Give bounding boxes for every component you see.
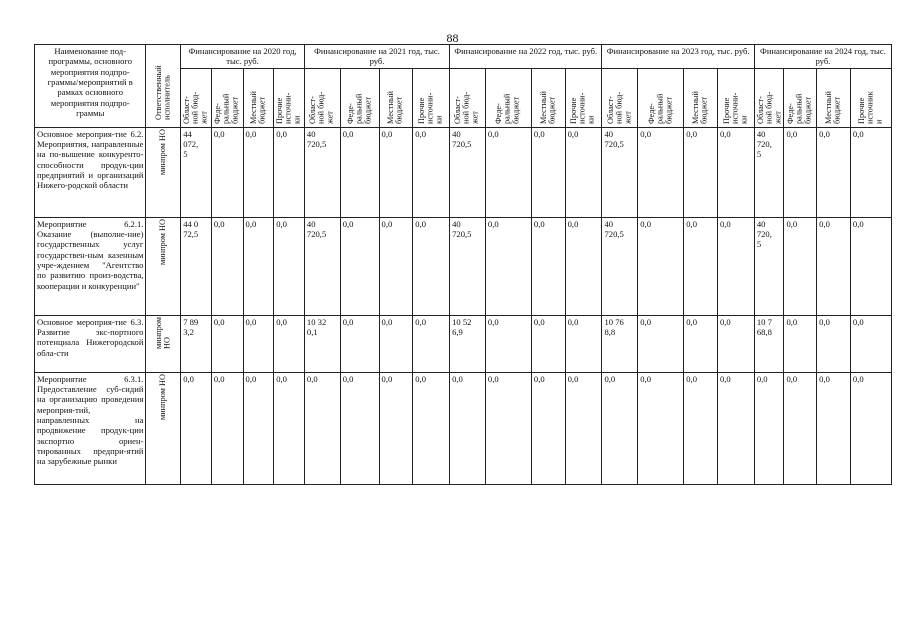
value-regional-budget: 10 76 8,8 [602, 315, 638, 372]
value-other-sources: 0,0 [274, 217, 305, 315]
value-local-budget: 0,0 [531, 372, 565, 484]
subheader-regional-budget-4: Област- ной бюд- жет [754, 68, 784, 127]
value-local-budget: 0,0 [243, 372, 274, 484]
value-federal-budget: 0,0 [340, 217, 379, 315]
header-row-years [35, 45, 892, 69]
responsible-executor: минпром НО [146, 372, 181, 484]
value-regional-budget: 40 720,5 [304, 127, 340, 217]
year-header-2022: Финансирование на 2022 год, тыс. руб. [450, 45, 602, 69]
financing-table [34, 44, 892, 485]
value-other-sources: 0,0 [565, 127, 602, 217]
value-federal-budget: 0,0 [211, 372, 243, 484]
value-federal-budget: 0,0 [784, 127, 817, 217]
year-header-2023: Финансирование на 2023 год, тыс. руб. [602, 45, 754, 69]
value-local-budget: 0,0 [531, 127, 565, 217]
value-regional-budget: 0,0 [181, 372, 212, 484]
subheader-federal-budget-0: Феде- ральный бюджет [211, 68, 243, 127]
table-row [35, 315, 892, 372]
value-local-budget: 0,0 [817, 315, 851, 372]
responsible-executor: минпром НО [146, 127, 181, 217]
subheader-federal-budget-3: Феде- ральный бюджет [638, 68, 684, 127]
responsible-executor: минпром НО [146, 217, 181, 315]
activity-name: Основное мероприя-тие 6.2. Мероприятия, направленные на по-вышение конкуренто-способности продук-ции предприятий и организаций Нижего-родской области [35, 127, 146, 217]
subheader-local-budget-1: Местный бюджет [379, 68, 413, 127]
value-other-sources: 0,0 [717, 217, 754, 315]
activity-name: Основное мероприя-тие 6.3. Развитие экс-портного потенциала Нижегородской обла-сти [35, 315, 146, 372]
value-regional-budget: 0,0 [450, 372, 486, 484]
value-regional-budget: 40 720,5 [450, 127, 486, 217]
value-federal-budget: 0,0 [340, 127, 379, 217]
activity-name: Мероприятие 6.2.1. Оказание (выполне-ние) государственных услуг государствен-ным казенным учре-ждением "Агентство по развитию произ-водства, кооперации и конкуренции" [35, 217, 146, 315]
value-other-sources: 0,0 [565, 315, 602, 372]
value-federal-budget: 0,0 [638, 372, 684, 484]
value-regional-budget: 7 89 3,2 [181, 315, 212, 372]
value-federal-budget: 0,0 [485, 127, 531, 217]
subheader-federal-budget-1: Феде- ральный бюджет [340, 68, 379, 127]
value-other-sources: 0,0 [850, 217, 891, 315]
value-local-budget: 0,0 [817, 372, 851, 484]
value-local-budget: 0,0 [817, 217, 851, 315]
value-local-budget: 0,0 [531, 217, 565, 315]
subheader-regional-budget-1: Област- ной бюд- жет [304, 68, 340, 127]
subheader-local-budget-0: Местный бюджет [243, 68, 274, 127]
subheader-regional-budget-2: Област- ной бюд- жет [450, 68, 486, 127]
value-other-sources: 0,0 [413, 315, 450, 372]
value-other-sources: 0,0 [274, 372, 305, 484]
value-regional-budget: 44 072, 5 [181, 127, 212, 217]
value-federal-budget: 0,0 [211, 315, 243, 372]
value-other-sources: 0,0 [274, 127, 305, 217]
year-header-2021: Финансирование на 2021 год, тыс. руб. [304, 45, 449, 69]
value-local-budget: 0,0 [243, 127, 274, 217]
value-federal-budget: 0,0 [340, 315, 379, 372]
table-row [35, 372, 892, 484]
value-federal-budget: 0,0 [784, 217, 817, 315]
value-other-sources: 0,0 [565, 217, 602, 315]
value-other-sources: 0,0 [850, 372, 891, 484]
subheader-local-budget-3: Местный бюджет [684, 68, 718, 127]
subheader-other-sources-2: Прочие источни- ки [565, 68, 602, 127]
table-row [35, 127, 892, 217]
value-federal-budget: 0,0 [638, 315, 684, 372]
year-header-2024: Финансирование на 2024 год, тыс. руб. [754, 45, 891, 69]
value-local-budget: 0,0 [531, 315, 565, 372]
value-local-budget: 0,0 [684, 217, 718, 315]
value-other-sources: 0,0 [413, 372, 450, 484]
value-regional-budget: 40 720,5 [304, 217, 340, 315]
subheader-other-sources-1: Прочие источни- ки [413, 68, 450, 127]
subheader-federal-budget-2: Феде- ральный бюджет [485, 68, 531, 127]
activity-name: Мероприятие 6.3.1. Предоставление суб-сидий на организацию проведения мероприя-тий, направленных на продвижение продук-ции экспортно ориен-тированных предпри-ятий на зарубежные рынки [35, 372, 146, 484]
value-regional-budget: 40 720,5 [602, 217, 638, 315]
value-federal-budget: 0,0 [485, 372, 531, 484]
value-other-sources: 0,0 [717, 315, 754, 372]
value-federal-budget: 0,0 [211, 217, 243, 315]
page-number: 88 [446, 31, 459, 45]
value-regional-budget: 40 720, 5 [754, 217, 784, 315]
value-other-sources: 0,0 [717, 372, 754, 484]
subheader-federal-budget-4: Феде- ральный бюджет [784, 68, 817, 127]
value-other-sources: 0,0 [413, 217, 450, 315]
value-regional-budget: 0,0 [754, 372, 784, 484]
subheader-other-sources-3: Прочие источни- ки [717, 68, 754, 127]
name-column-header: Наименование под-программы, основного мероприятия подпро-граммы/мероприятий в рамках основного мероприятия подпро-граммы [35, 45, 146, 128]
value-other-sources: 0,0 [850, 127, 891, 217]
value-federal-budget: 0,0 [638, 217, 684, 315]
value-other-sources: 0,0 [850, 315, 891, 372]
value-regional-budget: 0,0 [602, 372, 638, 484]
year-header-2020: Финансирование на 2020 год, тыс. руб. [181, 45, 305, 69]
value-local-budget: 0,0 [379, 217, 413, 315]
value-local-budget: 0,0 [243, 217, 274, 315]
value-federal-budget: 0,0 [485, 315, 531, 372]
value-regional-budget: 40 720, 5 [754, 127, 784, 217]
value-local-budget: 0,0 [379, 127, 413, 217]
value-local-budget: 0,0 [684, 372, 718, 484]
value-local-budget: 0,0 [379, 372, 413, 484]
value-regional-budget: 0,0 [304, 372, 340, 484]
value-local-budget: 0,0 [243, 315, 274, 372]
subheader-other-sources-0: Прочие источни- ки [274, 68, 305, 127]
value-federal-budget: 0,0 [638, 127, 684, 217]
value-federal-budget: 0,0 [485, 217, 531, 315]
value-local-budget: 0,0 [817, 127, 851, 217]
value-regional-budget: 10 32 0,1 [304, 315, 340, 372]
value-other-sources: 0,0 [274, 315, 305, 372]
value-other-sources: 0,0 [413, 127, 450, 217]
subheader-local-budget-2: Местный бюджет [531, 68, 565, 127]
value-regional-budget: 40 720,5 [602, 127, 638, 217]
subheader-regional-budget-3: Област- ной бюд- жет [602, 68, 638, 127]
value-regional-budget: 44 0 72,5 [181, 217, 212, 315]
responsible-column-header: Ответственный исполнитель [146, 45, 181, 128]
value-other-sources: 0,0 [565, 372, 602, 484]
value-other-sources: 0,0 [717, 127, 754, 217]
value-federal-budget: 0,0 [340, 372, 379, 484]
value-local-budget: 0,0 [379, 315, 413, 372]
value-federal-budget: 0,0 [211, 127, 243, 217]
table-row [35, 217, 892, 315]
subheader-other-sources-4: Прочие источник и [850, 68, 891, 127]
responsible-executor: минпром НО [146, 315, 181, 372]
value-federal-budget: 0,0 [784, 315, 817, 372]
value-local-budget: 0,0 [684, 127, 718, 217]
subheader-regional-budget-0: Област- ной бюд- жет [181, 68, 212, 127]
value-regional-budget: 40 720,5 [450, 217, 486, 315]
value-federal-budget: 0,0 [784, 372, 817, 484]
value-regional-budget: 10 52 6,9 [450, 315, 486, 372]
value-regional-budget: 10 7 68,8 [754, 315, 784, 372]
value-local-budget: 0,0 [684, 315, 718, 372]
subheader-local-budget-4: Местный бюджет [817, 68, 851, 127]
